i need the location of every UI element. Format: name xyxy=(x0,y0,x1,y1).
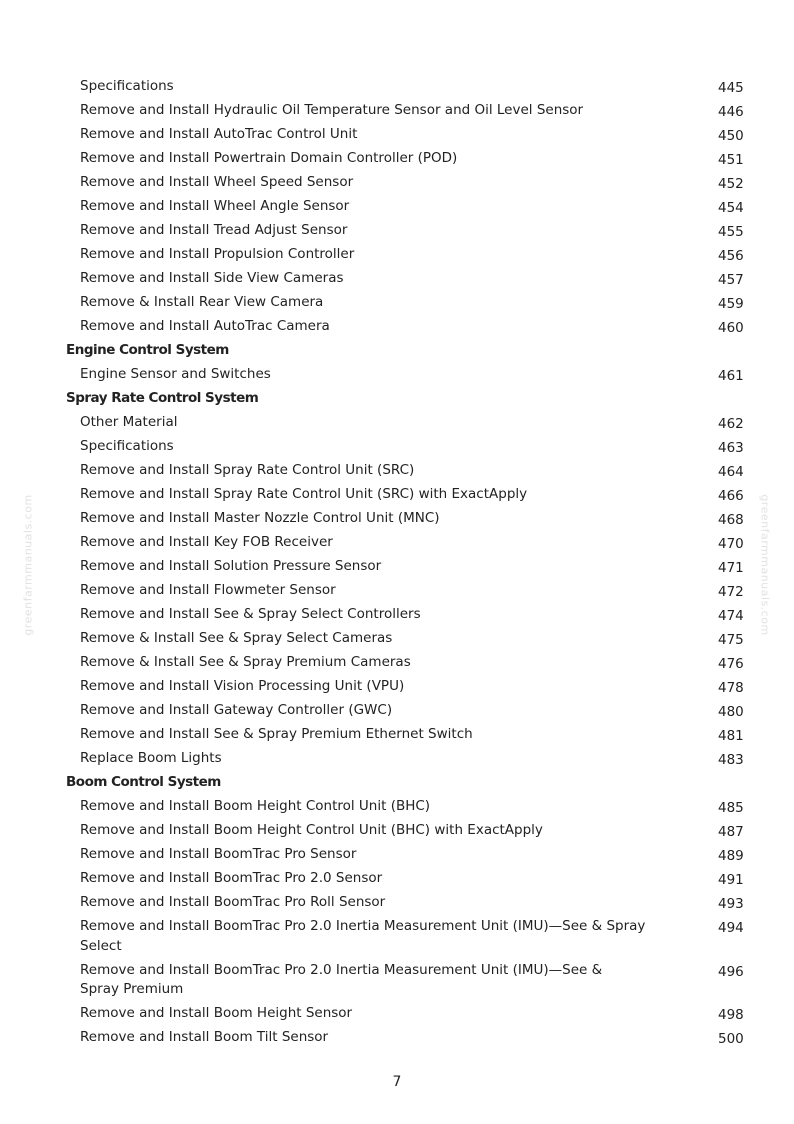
toc-entry[interactable] xyxy=(0,267,794,291)
entry-page-number: 498 xyxy=(718,1007,744,1023)
toc-entry[interactable] xyxy=(0,123,794,147)
entry-page-number: 461 xyxy=(718,368,744,384)
entry-title: Remove & Install Rear View Camera xyxy=(80,294,324,310)
entry-title: Remove and Install Side View Cameras xyxy=(80,270,344,286)
toc-entry[interactable] xyxy=(0,699,794,723)
toc-entry[interactable] xyxy=(0,819,794,843)
entry-title: Remove and Install Spray Rate Control Unit (SRC) with ExactApply xyxy=(80,486,528,502)
entry-title: Remove and Install See & Spray Select Controllers xyxy=(80,606,421,622)
entry-page-number: 446 xyxy=(718,104,744,120)
watermark-left: greenfarmmanuals.com xyxy=(21,494,35,636)
entry-title: Remove and Install Master Nozzle Control Unit (MNC) xyxy=(80,510,440,526)
entry-title: Remove and Install BoomTrac Pro 2.0 Inertia Measurement Unit (IMU)—See & Spray Premium xyxy=(80,961,603,997)
toc-entry[interactable] xyxy=(0,99,794,123)
entry-title: Remove and Install AutoTrac Control Unit xyxy=(80,126,358,142)
toc-entry[interactable] xyxy=(0,219,794,243)
entry-page-number: 452 xyxy=(718,176,744,192)
entry-page-number: 475 xyxy=(718,632,744,648)
entry-page-number: 485 xyxy=(718,800,744,816)
entry-title: Remove and Install BoomTrac Pro 2.0 Inertia Measurement Unit (IMU)—See & Spray Select xyxy=(80,918,646,954)
entry-page-number: 454 xyxy=(718,200,744,216)
toc-entry[interactable] xyxy=(0,147,794,171)
toc-entry[interactable] xyxy=(0,651,794,675)
entry-page-number: 455 xyxy=(718,224,744,240)
section-title: Boom Control System xyxy=(66,774,221,790)
toc-entry[interactable] xyxy=(0,1026,794,1050)
toc-entry[interactable] xyxy=(0,795,794,819)
toc-section-heading[interactable] xyxy=(0,771,794,795)
toc-entry[interactable] xyxy=(0,627,794,651)
entry-page-number: 457 xyxy=(718,272,744,288)
page-number: 7 xyxy=(392,1074,402,1090)
entry-title: Remove and Install BoomTrac Pro Roll Sensor xyxy=(80,894,386,910)
toc-entry[interactable] xyxy=(0,579,794,603)
entry-page-number: 462 xyxy=(718,416,744,432)
entry-page-number: 493 xyxy=(718,896,744,912)
table-of-contents xyxy=(0,75,794,1050)
entry-page-number: 451 xyxy=(718,152,744,168)
section-title: Engine Control System xyxy=(66,342,229,358)
toc-entry[interactable] xyxy=(0,747,794,771)
entry-title: Remove and Install BoomTrac Pro Sensor xyxy=(80,846,357,862)
entry-page-number: 496 xyxy=(718,963,744,980)
entry-page-number: 445 xyxy=(718,80,744,96)
entry-page-number: 466 xyxy=(718,488,744,504)
entry-page-number: 464 xyxy=(718,464,744,480)
entry-page-number: 456 xyxy=(718,248,744,264)
entry-page-number: 460 xyxy=(718,320,744,336)
toc-section-heading[interactable] xyxy=(0,387,794,411)
entry-page-number: 463 xyxy=(718,440,744,456)
toc-entry[interactable] xyxy=(0,843,794,867)
entry-title: Remove and Install Propulsion Controller xyxy=(80,246,355,262)
entry-page-number: 478 xyxy=(718,680,744,696)
entry-page-number: 494 xyxy=(718,920,744,936)
entry-page-number: 500 xyxy=(718,1031,744,1047)
entry-page-number: 481 xyxy=(718,728,744,744)
entry-page-number: 474 xyxy=(718,608,744,624)
entry-title: Remove and Install Tread Adjust Sensor xyxy=(80,222,348,238)
entry-title: Remove and Install Gateway Controller (GWC) xyxy=(80,702,393,718)
entry-title: Remove and Install Hydraulic Oil Temperature Sensor and Oil Level Sensor xyxy=(80,102,584,118)
entry-page-number: 487 xyxy=(718,824,744,840)
toc-entry[interactable] xyxy=(0,915,794,959)
entry-page-number: 472 xyxy=(718,584,744,600)
toc-entry[interactable] xyxy=(0,363,794,387)
entry-page-number: 471 xyxy=(718,560,744,576)
entry-title: Remove and Install BoomTrac Pro 2.0 Sensor xyxy=(80,870,383,886)
toc-entry[interactable] xyxy=(0,867,794,891)
toc-entry[interactable] xyxy=(0,459,794,483)
entry-title: Remove and Install Spray Rate Control Unit (SRC) xyxy=(80,462,415,478)
entry-title: Other Material xyxy=(80,414,178,430)
entry-page-number: 459 xyxy=(718,296,744,312)
toc-entry[interactable] xyxy=(0,959,794,1003)
entry-title: Remove and Install Boom Height Control Unit (BHC) with ExactApply xyxy=(80,822,543,838)
toc-entry[interactable] xyxy=(0,483,794,507)
entry-title: Engine Sensor and Switches xyxy=(80,366,271,382)
entry-title: Replace Boom Lights xyxy=(80,750,222,766)
toc-entry[interactable] xyxy=(0,411,794,435)
entry-title: Specifications xyxy=(80,78,174,94)
entry-title: Remove and Install Powertrain Domain Controller (POD) xyxy=(80,150,458,166)
entry-title: Remove and Install Boom Height Control Unit (BHC) xyxy=(80,798,431,814)
toc-entry[interactable] xyxy=(0,507,794,531)
entry-title: Remove and Install AutoTrac Camera xyxy=(80,318,330,334)
toc-entry[interactable] xyxy=(0,291,794,315)
entry-page-number: 491 xyxy=(718,872,744,888)
entry-title: Remove & Install See & Spray Select Cameras xyxy=(80,630,393,646)
entry-title: Specifications xyxy=(80,438,174,454)
toc-entry[interactable] xyxy=(0,195,794,219)
entry-title: Remove and Install Solution Pressure Sensor xyxy=(80,558,382,574)
entry-title: Remove and Install Flowmeter Sensor xyxy=(80,582,336,598)
entry-title: Remove and Install Boom Tilt Sensor xyxy=(80,1029,329,1045)
toc-entry[interactable] xyxy=(0,555,794,579)
toc-entry[interactable] xyxy=(0,171,794,195)
toc-section-heading[interactable] xyxy=(0,339,794,363)
entry-page-number: 476 xyxy=(718,656,744,672)
toc-entry[interactable] xyxy=(0,603,794,627)
toc-entry[interactable] xyxy=(0,531,794,555)
entry-page-number: 489 xyxy=(718,848,744,864)
toc-entry[interactable] xyxy=(0,75,794,99)
toc-entry[interactable] xyxy=(0,435,794,459)
toc-entry[interactable] xyxy=(0,1002,794,1026)
watermark-right: greenfarmmanuals.com xyxy=(758,494,772,636)
entry-page-number: 470 xyxy=(718,536,744,552)
entry-page-number: 450 xyxy=(718,128,744,144)
entry-title: Remove and Install Key FOB Receiver xyxy=(80,534,333,550)
section-title: Spray Rate Control System xyxy=(66,390,259,406)
entry-title: Remove and Install Wheel Speed Sensor xyxy=(80,174,354,190)
toc-entry[interactable] xyxy=(0,315,794,339)
toc-entry[interactable] xyxy=(0,675,794,699)
toc-entry[interactable] xyxy=(0,243,794,267)
toc-entry[interactable] xyxy=(0,891,794,915)
entry-page-number: 480 xyxy=(718,704,744,720)
entry-page-number: 468 xyxy=(718,512,744,528)
entry-title: Remove and Install See & Spray Premium Ethernet Switch xyxy=(80,726,473,742)
entry-page-number: 483 xyxy=(718,752,744,768)
entry-title: Remove & Install See & Spray Premium Cameras xyxy=(80,654,411,670)
entry-title: Remove and Install Wheel Angle Sensor xyxy=(80,198,350,214)
toc-entry[interactable] xyxy=(0,723,794,747)
entry-title: Remove and Install Vision Processing Unit (VPU) xyxy=(80,678,405,694)
entry-title: Remove and Install Boom Height Sensor xyxy=(80,1005,353,1021)
